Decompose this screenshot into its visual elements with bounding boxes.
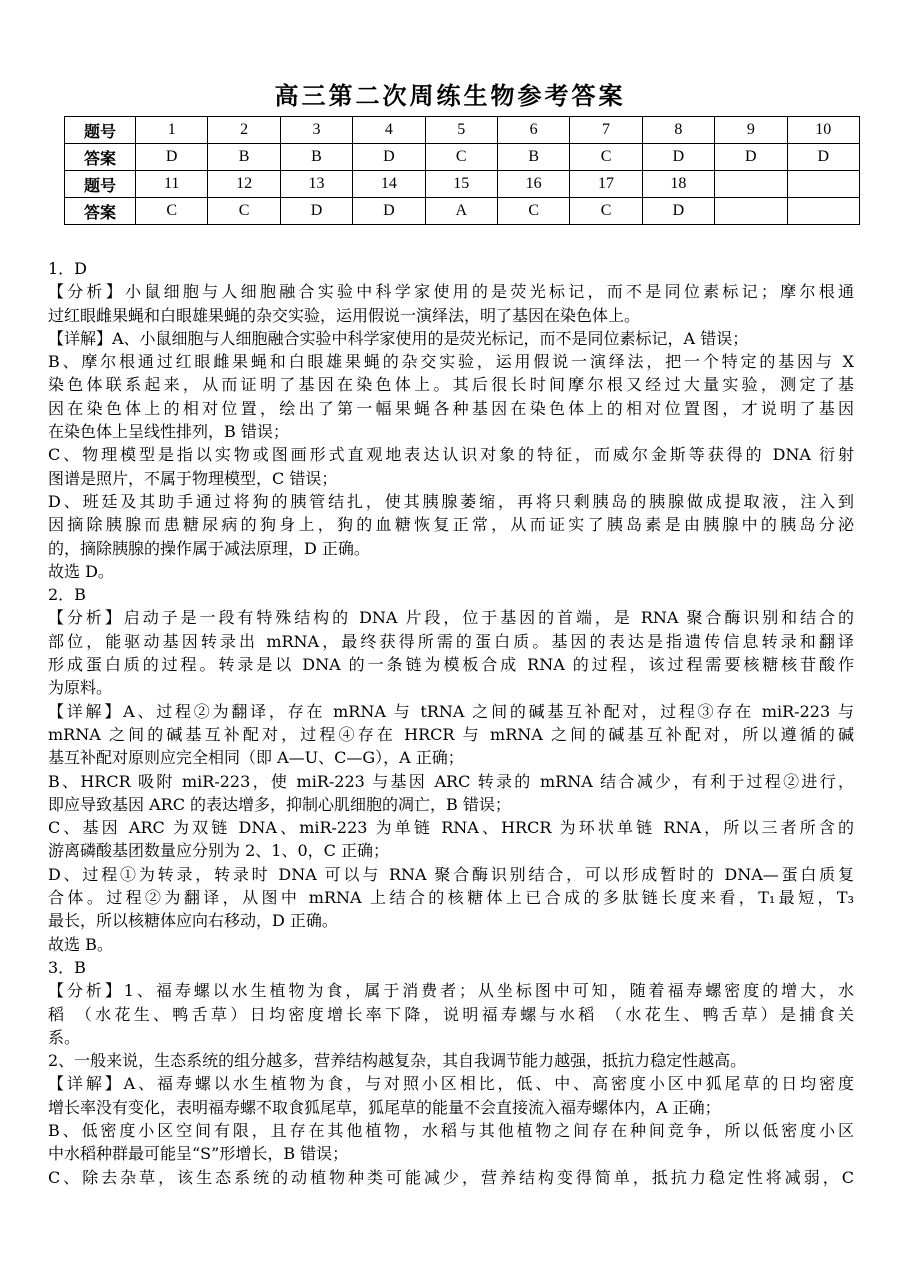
text-line: 故选 D。 [48, 561, 114, 581]
text-line: 稻 （水花生、鸭舌草）日均密度增长率下降，说明福寿螺与水稻 （水花生、鸭舌草）是捕食关 [48, 1004, 854, 1024]
text-line: 形成蛋白质的过程。转录是以 DNA 的一条链为模板合成 RNA 的过程，该过程需要核糖核苷酸作 [48, 655, 854, 675]
table-cell: D [353, 198, 425, 225]
table-cell [787, 198, 859, 225]
table-cell: 6 [497, 117, 569, 144]
table-row [65, 117, 860, 144]
table-cell: 1 [136, 117, 208, 144]
text-line: 【分析】启动子是一段有特殊结构的 DNA 片段，位于基因的首端，是 RNA 聚合酶识别和结合的 [48, 608, 854, 628]
table-cell: D [715, 144, 787, 171]
table-cell: 4 [353, 117, 425, 144]
table-cell: A [425, 198, 497, 225]
table-cell: C [497, 198, 569, 225]
answer-table [64, 116, 860, 225]
text-line: 过红眼雌果蝇和白眼雄果蝇的杂交实验，运用假说一演绎法，明了基因在染色体上。 [48, 305, 641, 325]
text-line: 【详解】A、小鼠细胞与人细胞融合实验中科学家使用的是荧光标记，而不是同位素标记，A 错误； [48, 328, 749, 348]
text-line: 图谱是照片，不属于物理模型，C 错误； [48, 468, 338, 488]
row-header: 答案 [65, 144, 136, 171]
text-line: 2．B [48, 585, 86, 605]
table-cell: C [570, 198, 642, 225]
text-line: 【详解】A、福寿螺以水生植物为食，与对照小区相比，低、中、高密度小区中狐尾草的日均密度 [48, 1074, 854, 1094]
table-cell: 10 [787, 117, 859, 144]
text-line: 3．B [48, 957, 86, 977]
explanation-text [48, 257, 854, 1189]
text-line: 基互补配对原则应完全相同（即 A—U、C—G），A 正确； [48, 748, 464, 768]
text-line: C、基因 ARC 为双链 DNA、miR-223 为单链 RNA、HRCR 为环状单链 RNA，所以三者所含的 [48, 818, 854, 838]
table-cell: 11 [136, 171, 208, 198]
table-cell: 2 [208, 117, 280, 144]
text-line: 2、一般来说，生态系统的组分越多，营养结构越复杂，其自我调节能力越强，抵抗力稳定性越高。 [48, 1051, 747, 1071]
text-line: 故选 B。 [48, 934, 113, 954]
text-line: 因摘除胰腺而患糖尿病的狗身上，狗的血糖恢复正常，从而证实了胰岛素是由胰腺中的胰岛分泌 [48, 515, 854, 535]
text-line: 【分析】小鼠细胞与人细胞融合实验中科学家使用的是荧光标记，而不是同位素标记；摩尔根通 [48, 282, 854, 302]
text-line: 系。 [48, 1027, 81, 1047]
text-line: C、除去杂草，该生态系统的动植物种类可能减少，营养结构变得简单，抵抗力稳定性将减弱，C [48, 1167, 854, 1187]
table-cell: B [497, 144, 569, 171]
text-line: 增长率没有变化，表明福寿螺不取食狐尾草，狐尾草的能量不会直接流入福寿螺体内，A 正确； [48, 1097, 721, 1117]
table-cell: C [208, 198, 280, 225]
row-header: 题号 [65, 117, 136, 144]
text-line: 最长，所以核糖体应向右移动，D 正确。 [48, 911, 338, 931]
table-cell: 5 [425, 117, 497, 144]
table-cell: 16 [497, 171, 569, 198]
table-row [65, 198, 860, 225]
table-cell [715, 171, 787, 198]
row-header: 答案 [65, 198, 136, 225]
table-cell [715, 198, 787, 225]
table-cell: D [353, 144, 425, 171]
text-line: 的，摘除胰腺的操作属于减法原理，D 正确。 [48, 538, 370, 558]
table-cell: 9 [715, 117, 787, 144]
table-cell: 18 [642, 171, 714, 198]
text-line: B、低密度小区空间有限，且存在其他植物，水稻与其他植物之间存在种间竞争，所以低密度小区 [48, 1120, 854, 1140]
text-line: 游离磷酸基团数量应分别为 2、1、0，C 正确； [48, 841, 389, 861]
text-line: 在染色体上呈线性排列，B 错误； [48, 422, 289, 442]
table-cell: 3 [280, 117, 352, 144]
table-cell: 12 [208, 171, 280, 198]
table-cell: 13 [280, 171, 352, 198]
table-cell [787, 171, 859, 198]
table-cell: 14 [353, 171, 425, 198]
text-line: 【分析】1、福寿螺以水生植物为食，属于消费者；从坐标图中可知，随着福寿螺密度的增大，水 [48, 981, 854, 1001]
text-line: B、摩尔根通过红眼雌果蝇和白眼雄果蝇的杂交实验，运用假说一演绎法，把一个特定的基因与 X [48, 352, 854, 372]
text-line: 即应导致基因 ARC 的表达增多，抑制心肌细胞的凋亡，B 错误； [48, 794, 511, 814]
text-line: 合体。过程②为翻译，从图中 mRNA 上结合的核糖体上已合成的多肽链长度来看，T₁最短，T₃ [48, 888, 854, 908]
row-header: 题号 [65, 171, 136, 198]
text-line: 染色体联系起来，从而证明了基因在染色体上。其后很长时间摩尔根又经过大量实验，测定了基 [48, 375, 854, 395]
text-line: 中水稻种群最可能呈“S”形增长，B 错误； [48, 1144, 349, 1164]
table-row [65, 144, 860, 171]
table-cell: C [570, 144, 642, 171]
text-line: D、过程①为转录，转录时 DNA 可以与 RNA 聚合酶识别结合，可以形成暂时的 DNA—蛋白质复 [48, 864, 854, 884]
table-cell: D [642, 144, 714, 171]
text-line: mRNA 之间的碱基互补配对，过程④存在 HRCR 与 mRNA 之间的碱基互补配对，所以遵循的碱 [48, 724, 854, 744]
table-cell: D [136, 144, 208, 171]
text-line: C、物理模型是指以实物或图画形式直观地表达认识对象的特征，而威尔金斯等获得的 DNA 衍射 [48, 445, 854, 465]
table-cell: 15 [425, 171, 497, 198]
table-cell: 7 [570, 117, 642, 144]
text-line: 1．D [48, 259, 88, 278]
table-row [65, 171, 860, 198]
text-line: B、HRCR 吸附 miR-223，使 miR-223 与基因 ARC 转录的 mRNA 结合减少，有利于过程②进行， [48, 771, 854, 791]
table-cell: 17 [570, 171, 642, 198]
table-cell: C [136, 198, 208, 225]
text-line: 部位，能驱动基因转录出 mRNA，最终获得所需的蛋白质。基因的表达是指遗传信息转录和翻译 [48, 631, 854, 651]
table-cell: D [642, 198, 714, 225]
table-cell: D [280, 198, 352, 225]
text-line: 【详解】A、过程②为翻译，存在 mRNA 与 tRNA 之间的碱基互补配对，过程③存在 miR-223 与 [48, 701, 854, 721]
text-line: 因在染色体上的相对位置，绘出了第一幅果蝇各种基因在染色体上的相对位置图，才说明了基因 [48, 398, 854, 418]
text-line: D、班廷及其助手通过将狗的胰管结扎，使其胰腺萎缩，再将只剩胰岛的胰腺做成提取液，注入到 [48, 491, 854, 511]
text-line: 为原料。 [48, 678, 113, 698]
table-cell: B [280, 144, 352, 171]
page-title: 高三第二次周练生物参考答案 [274, 81, 626, 110]
table-cell: 8 [642, 117, 714, 144]
table-cell: B [208, 144, 280, 171]
table-cell: D [787, 144, 859, 171]
table-cell: C [425, 144, 497, 171]
